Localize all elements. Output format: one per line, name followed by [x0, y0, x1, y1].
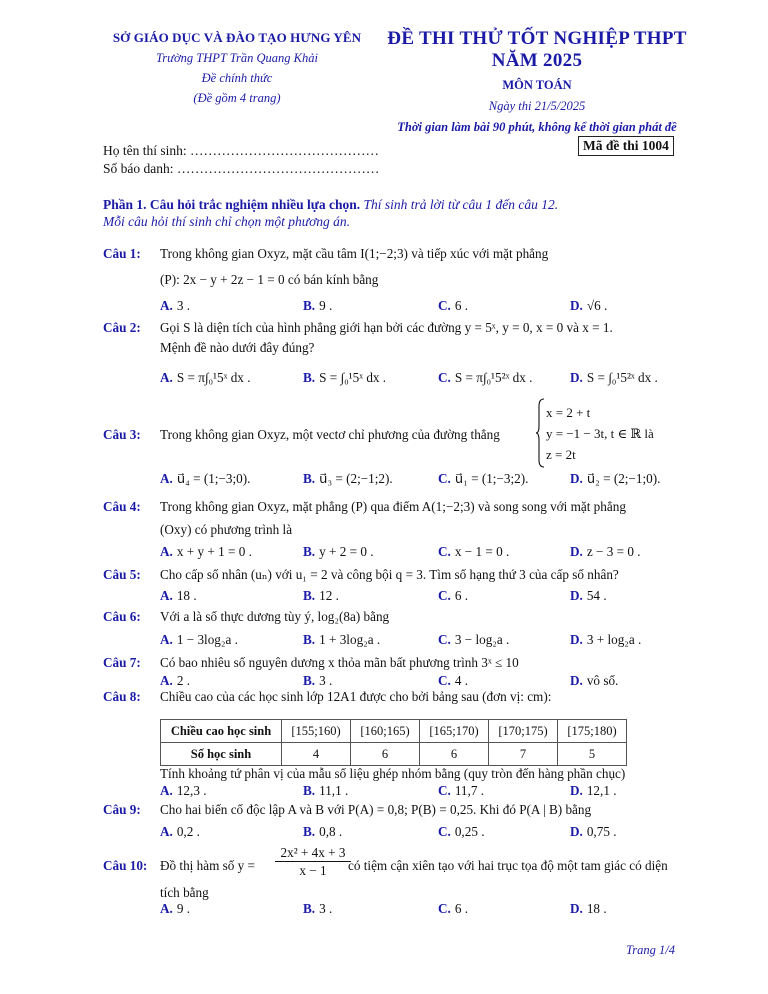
part1-instruction: Thí sinh trả lời từ câu 1 đến câu 12.: [360, 197, 559, 212]
table-cell: 6: [420, 743, 489, 766]
part1-instruction-2: Mỗi câu hỏi thí sinh chỉ chọn một phương án.: [103, 214, 351, 229]
exam-code-box: Mã đề thi 1004: [578, 136, 674, 156]
line-system: [546, 402, 654, 465]
option-c: C. 6 .: [438, 298, 469, 313]
question-text-2: (Oxy) có phương trình là: [160, 522, 293, 537]
question-label: Câu 10:: [103, 858, 148, 873]
part1-heading: [103, 196, 703, 230]
system-brace: [535, 398, 545, 468]
table-cell: 4: [282, 743, 351, 766]
option-a: A. 1 − 3log₂a .: [160, 632, 238, 647]
question-label: Câu 7:: [103, 655, 141, 670]
option-b: B. 12 .: [303, 588, 339, 603]
option-b: B. S = ∫₀¹5ˣ dx .: [303, 370, 387, 385]
option-d: D. vô số.: [570, 673, 619, 688]
question-text: Cho hai biến cố độc lập A và B với P(A) = 0,8; P(B) = 0,25. Khi đó P(A | B) bằng: [160, 802, 592, 817]
fraction: [275, 845, 351, 880]
candidate-id-line: Số báo danh: ………………………………………: [103, 161, 380, 176]
question-label: Câu 9:: [103, 802, 141, 817]
question-text: Chiều cao của các học sinh lớp 12A1 được cho bởi bảng sau (đơn vị: cm):: [160, 689, 552, 704]
table-cell: 6: [351, 743, 420, 766]
official-label: Đề chính thức: [201, 71, 273, 85]
table-row: [161, 743, 627, 766]
fraction-denominator: x − 1: [299, 863, 327, 878]
option-a: A. 3 .: [160, 298, 191, 313]
question-text: Gọi S là diện tích của hình phẳng giới hạn bởi các đường y = 5ˣ, y = 0, x = 0 và x = 1.: [160, 320, 613, 335]
table-cell: [175;180): [558, 720, 627, 743]
header-right: [372, 28, 702, 135]
option-a: A. 9 .: [160, 901, 191, 916]
option-b: B. u⃗₃ = (2;−1;2).: [303, 471, 393, 486]
option-c: C. 11,7 .: [438, 783, 485, 798]
option-c: C. 6 .: [438, 901, 469, 916]
system-eq-y: y = −1 − 3t, t ∈ ℝ là: [546, 426, 654, 441]
question-text: Có bao nhiêu số nguyên dương x thỏa mãn bất phương trình 3ˣ ≤ 10: [160, 655, 519, 670]
table-cell: [165;170): [420, 720, 489, 743]
subject: MÔN TOÁN: [502, 78, 572, 92]
option-d: D. 12,1 .: [570, 783, 617, 798]
question-text: có tiệm cận xiên tạo với hai trục tọa độ một tam giác có diện: [348, 858, 668, 873]
option-c: C. 3 − log₂a .: [438, 632, 510, 647]
option-a: A. 12,3 .: [160, 783, 207, 798]
question-text-2: (P): 2x − y + 2z − 1 = 0 có bán kính bằng: [160, 272, 379, 287]
fraction-numerator: 2x² + 4x + 3: [275, 845, 351, 862]
exam-date: Ngày thi 21/5/2025: [488, 99, 586, 113]
option-c: C. 6 .: [438, 588, 469, 603]
system-eq-z: z = 2t: [546, 447, 576, 462]
question-text: Trong không gian Oxyz, mặt phẳng (P) qua điểm A(1;−2;3) và song song với mặt phẳng: [160, 499, 626, 514]
exam-title: ĐỀ THI THỬ TỐT NGHIỆP THPT NĂM 2025: [387, 28, 687, 71]
candidate-name-line: Họ tên thí sinh: ……………………………………: [103, 143, 379, 158]
option-b: B. 3 .: [303, 901, 333, 916]
option-a: A. 18 .: [160, 588, 197, 603]
option-b: B. y + 2 = 0 .: [303, 544, 374, 559]
height-table: [160, 719, 627, 766]
table-cell: [160;165): [351, 720, 420, 743]
option-d: D. 54 .: [570, 588, 607, 603]
option-c: C. x − 1 = 0 .: [438, 544, 510, 559]
table-cell: [155;160): [282, 720, 351, 743]
question-text-pre: Đồ thị hàm số y =: [160, 858, 255, 873]
part1-title: Phần 1. Câu hỏi trắc nghiệm nhiều lựa chọn.: [103, 197, 361, 212]
option-b: B. 9 .: [303, 298, 333, 313]
question-text: Với a là số thực dương tùy ý, log₂(8a) bằng: [160, 609, 390, 624]
option-d: D. u⃗₂ = (2;−1;0).: [570, 471, 661, 486]
option-a: A. u⃗₄ = (1;−3;0).: [160, 471, 251, 486]
table-cell: 5: [558, 743, 627, 766]
option-b: B. 1 + 3log₂a .: [303, 632, 381, 647]
page-count: (Đề gồm 4 trang): [193, 91, 281, 105]
option-d: D. z − 3 = 0 .: [570, 544, 641, 559]
question-label: Câu 8:: [103, 689, 141, 704]
option-c: C. S = π∫₀¹5²ˣ dx .: [438, 370, 533, 385]
question-label: Câu 3:: [103, 427, 141, 442]
department-name: SỞ GIÁO DỤC VÀ ĐÀO TẠO HƯNG YÊN: [112, 30, 362, 45]
option-a: A. S = π∫₀¹5ˣ dx .: [160, 370, 251, 385]
option-a: A. 0,2 .: [160, 824, 200, 839]
option-b: B. 3 .: [303, 673, 333, 688]
option-a: A. 2 .: [160, 673, 191, 688]
question-label: Câu 6:: [103, 609, 141, 624]
candidate-info: [103, 142, 379, 178]
header-left: [112, 30, 362, 106]
option-d: D. 3 + log₂a .: [570, 632, 642, 647]
school-name: Trường THPT Trần Quang Khải: [156, 51, 318, 65]
question-text-2: Tính khoảng tứ phân vị của mẫu số liệu ghép nhóm bằng (quy tròn đến hàng phần chục): [160, 766, 626, 781]
exam-duration: Thời gian làm bài 90 phút, không kể thời gian phát đề: [397, 120, 677, 134]
table-header-cell: Số học sinh: [161, 743, 282, 766]
question-text: Cho cấp số nhân (uₙ) với u₁ = 2 và công bội q = 3. Tìm số hạng thứ 3 của cấp số nhân?: [160, 567, 619, 582]
option-d: D. √6 .: [570, 298, 608, 313]
option-b: B. 0,8 .: [303, 824, 343, 839]
question-text-2: tích bằng: [160, 885, 209, 900]
option-d: D. S = ∫₀¹5²ˣ dx .: [570, 370, 658, 385]
option-c: C. 4 .: [438, 673, 469, 688]
question-text: Trong không gian Oxyz, một vectơ chỉ phương của đường thẳng: [160, 427, 500, 442]
option-d: D. 0,75 .: [570, 824, 617, 839]
option-c: C. u⃗₁ = (1;−3;2).: [438, 471, 529, 486]
table-cell: 7: [489, 743, 558, 766]
question-text-2: Mệnh đề nào dưới đây đúng?: [160, 340, 315, 355]
question-label: Câu 1:: [103, 246, 141, 261]
table-row: [161, 720, 627, 743]
option-a: A. x + y + 1 = 0 .: [160, 544, 252, 559]
option-b: B. 11,1 .: [303, 783, 349, 798]
option-d: D. 18 .: [570, 901, 607, 916]
question-label: Câu 5:: [103, 567, 141, 582]
option-c: C. 0,25 .: [438, 824, 485, 839]
question-text: Trong không gian Oxyz, mặt cầu tâm I(1;−2;3) và tiếp xúc với mặt phẳng: [160, 246, 549, 261]
system-eq-x: x = 2 + t: [546, 405, 591, 420]
page-number: Trang 1/4: [626, 943, 675, 957]
table-cell: [170;175): [489, 720, 558, 743]
question-label: Câu 2:: [103, 320, 141, 335]
question-label: Câu 4:: [103, 499, 141, 514]
table-header-cell: Chiều cao học sinh: [161, 720, 282, 743]
